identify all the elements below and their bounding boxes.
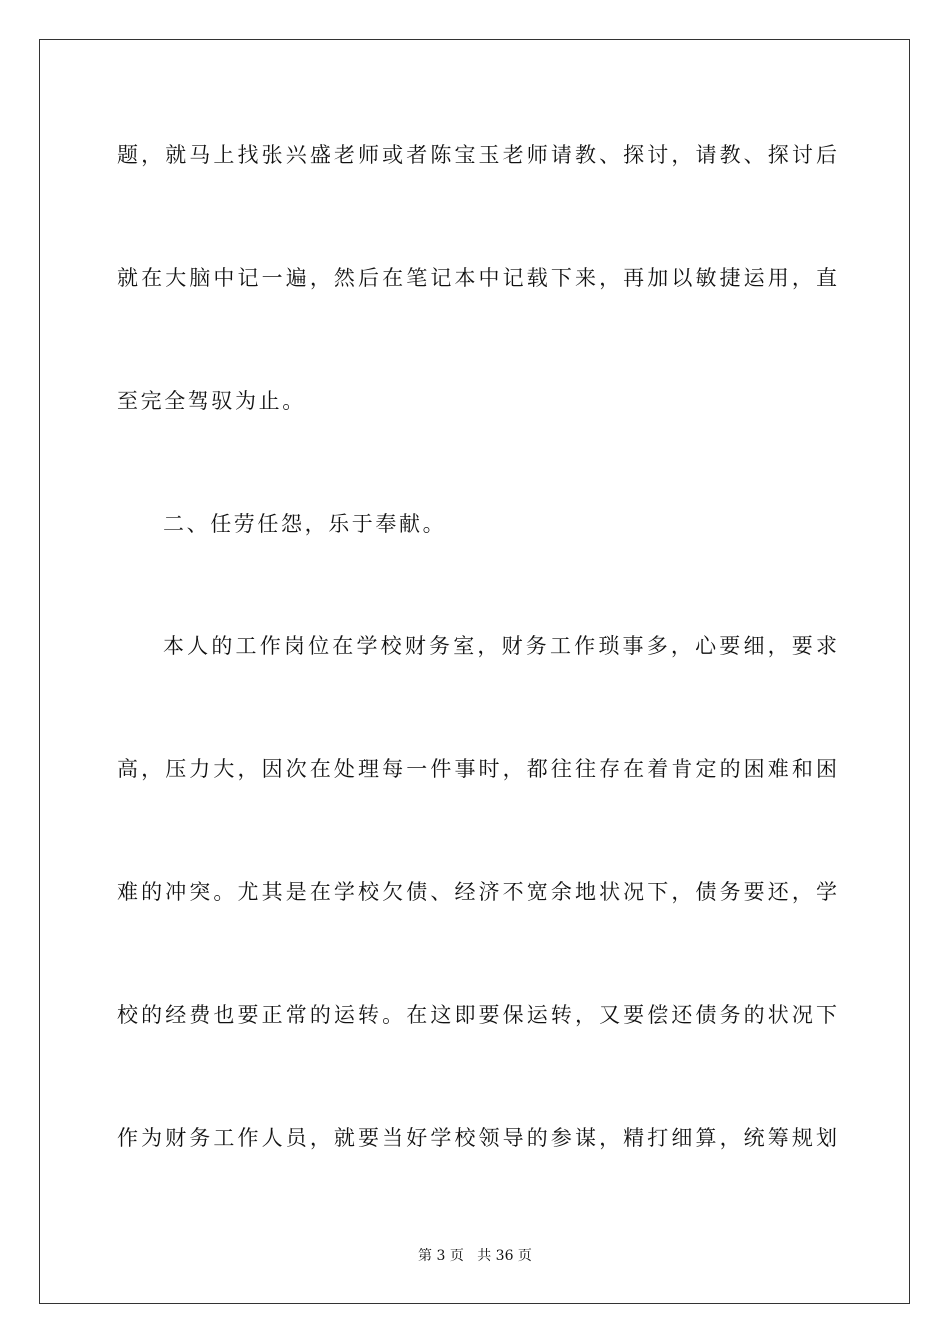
total-pages: 共 36 页 bbox=[477, 1248, 532, 1264]
page-number: 第 3 页 bbox=[418, 1248, 464, 1264]
page-footer bbox=[0, 1247, 950, 1265]
body-line-8: 校的经费也要正常的运转。在这即要保运转，又要偿还债务的状况下 bbox=[117, 1003, 837, 1027]
section-heading: 二、任劳任怨，乐于奉献。 bbox=[163, 512, 447, 536]
body-line-2: 就在大脑中记一遍，然后在笔记本中记载下来，再加以敏捷运用，直 bbox=[117, 266, 837, 290]
body-line-7: 难的冲突。尤其是在学校欠债、经济不宽余地状况下，债务要还，学 bbox=[117, 880, 837, 904]
body-line-3: 至完全驾驭为止。 bbox=[117, 389, 306, 413]
page-border bbox=[39, 39, 910, 1304]
body-line-9: 作为财务工作人员，就要当好学校领导的参谋，精打细算，统筹规划 bbox=[117, 1126, 837, 1150]
body-line-5: 本人的工作岗位在学校财务室，财务工作琐事多，心要细，要求 bbox=[163, 634, 837, 658]
body-line-6: 高，压力大，因次在处理每一件事时，都往往存在着肯定的困难和困 bbox=[117, 757, 837, 781]
body-line-1: 题，就马上找张兴盛老师或者陈宝玉老师请教、探讨，请教、探讨后 bbox=[117, 143, 837, 167]
